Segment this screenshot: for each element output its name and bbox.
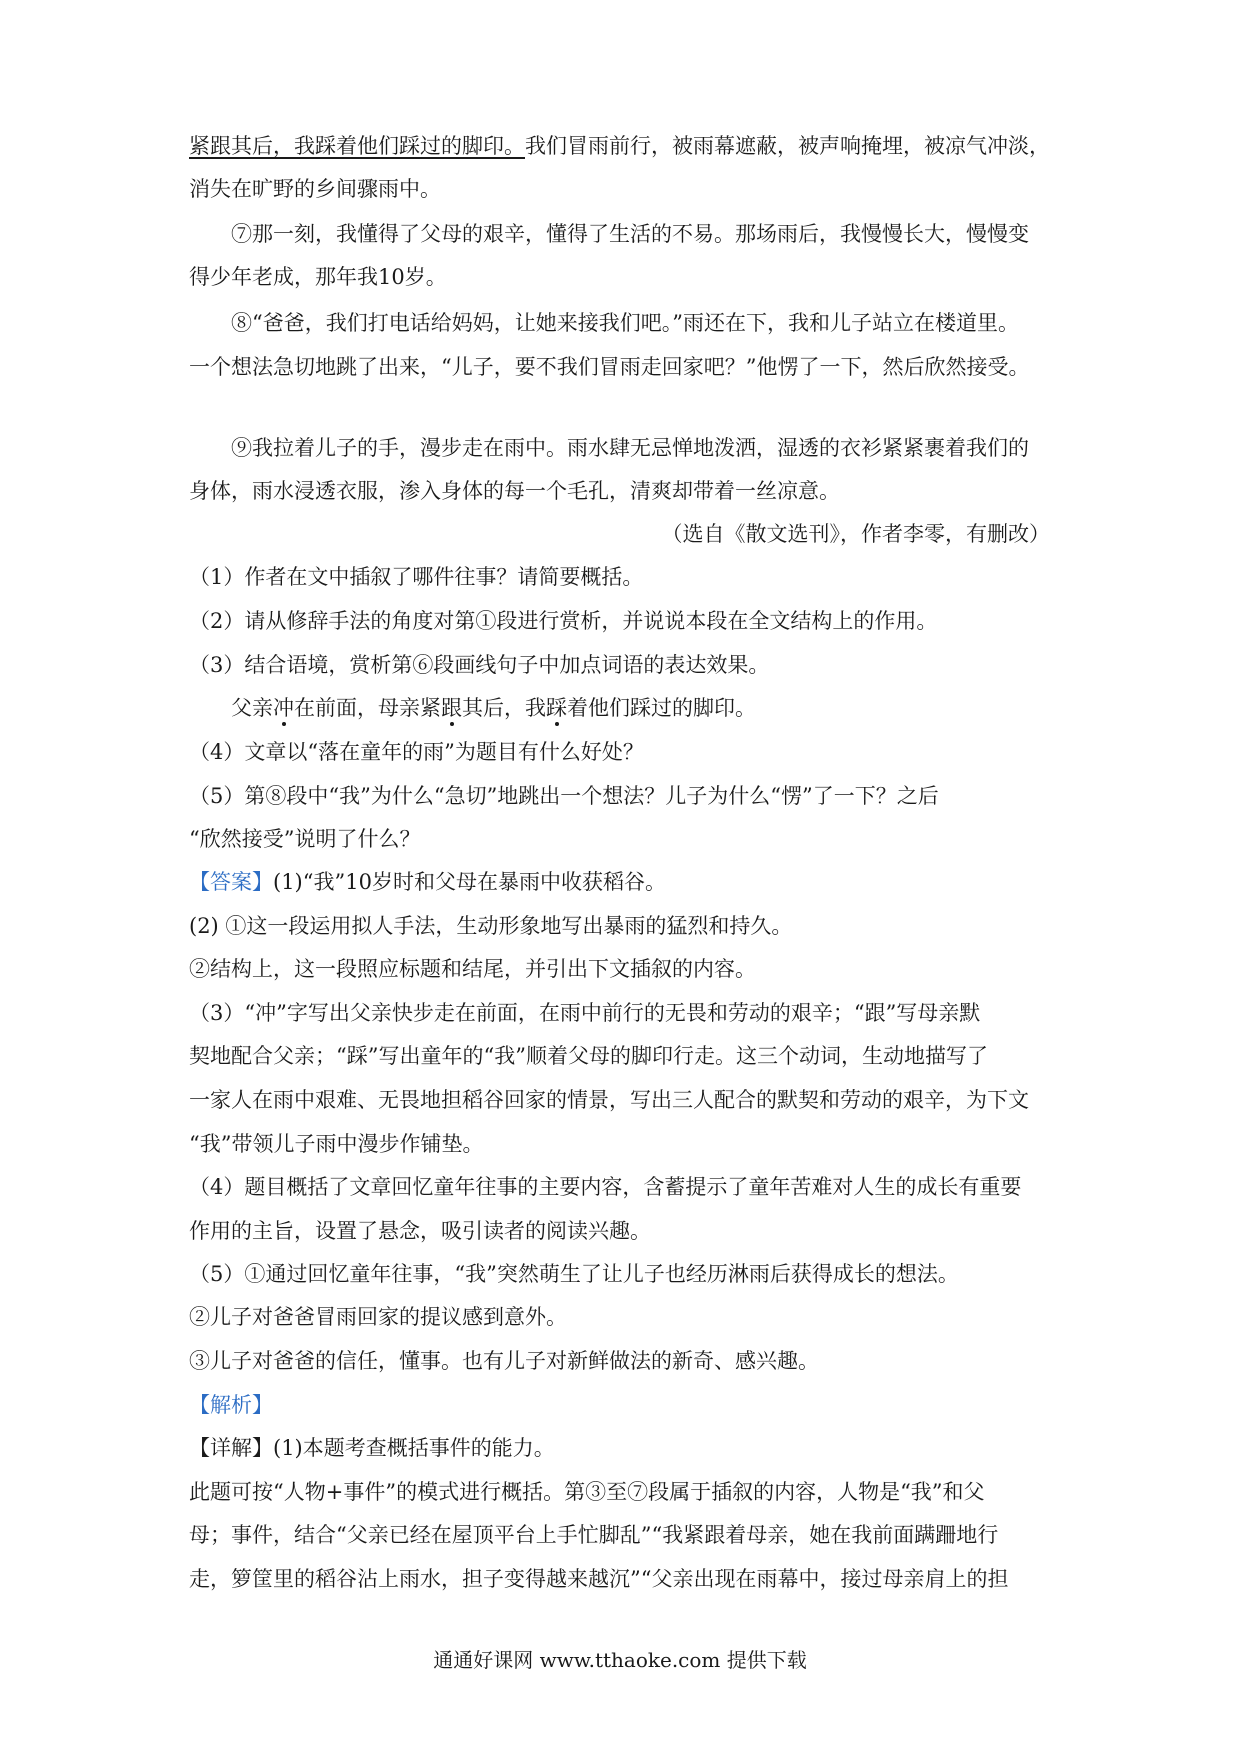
answer-4-line2: 作用的主旨，设置了悬念，吸引读者的阅读兴趣。 [189, 1219, 651, 1243]
answer-3-line2: 契地配合父亲；“踩”写出童年的“我”顺着父母的脚印行走。这三个动词，生动地描写了 [189, 1044, 988, 1068]
question-5-line2: “欣然接受”说明了什么？ [189, 827, 421, 851]
answer-tag: 【答案】 [189, 870, 273, 894]
answer-2-line2: ②结构上，这一段照应标题和结尾，并引出下文插叙的内容。 [189, 957, 756, 981]
passage-paragraph-7: ⑦那一刻，我懂得了父母的艰辛，懂得了生活的不易。那场雨后，我慢慢长大，慢慢变 [231, 222, 1029, 246]
passage-paragraph-9: ⑨我拉着儿子的手，漫步走在雨中。雨水肆无忌惮地泼洒，湿透的衣衫紧紧裹着我们的 [231, 436, 1029, 460]
answer-3-line3: 一家人在雨中艰难、无畏地担稻谷回家的情景，写出三人配合的默契和劳动的艰辛，为下文 [189, 1088, 1029, 1112]
analysis-tag: 【解析】 [189, 1393, 273, 1417]
answer-5-line2: ②儿子对爸爸冒雨回家的提议感到意外。 [189, 1305, 567, 1329]
analysis-line-1: 此题可按“人物+事件”的模式进行概括。第③至⑦段属于插叙的内容，人物是“我”和父 [189, 1480, 985, 1504]
passage-paragraph-8-line2: 一个想法急切地跳了出来，“儿子，要不我们冒雨走回家吧？”他愣了一下，然后欣然接受。 [189, 355, 1030, 379]
answer-1: 【答案】(1)“我”10岁时和父母在暴雨中收获稻谷。 [189, 870, 666, 894]
passage-paragraph-8: ⑧“爸爸，我们打电话给妈妈，让她来接我们吧。”雨还在下，我和儿子站立在楼道里。 [231, 311, 1019, 335]
underlined-sentence: 紧跟其后，我踩着他们踩过的脚印。 [189, 134, 525, 158]
answer-3: （3）“冲”字写出父亲快步走在前面，在雨中前行的无畏和劳动的艰辛；“跟”写母亲默 [189, 1001, 981, 1025]
analysis-detail: 【详解】(1)本题考查概括事件的能力。 [189, 1436, 555, 1460]
answer-4: （4）题目概括了文章回忆童年往事的主要内容，含蓄提示了童年苦难对人生的成长有重要 [189, 1175, 1022, 1199]
dotted-word-gen: 跟 [441, 696, 462, 720]
question-2: （2）请从修辞手法的角度对第①段进行赏析，并说说本段在全文结构上的作用。 [189, 609, 938, 633]
dotted-word-chong: 冲 [273, 696, 294, 720]
question-1: （1）作者在文中插叙了哪件往事？请简要概括。 [189, 565, 644, 589]
answer-5-line3: ③儿子对爸爸的信任，懂事。也有儿子对新鲜做法的新奇、感兴趣。 [189, 1349, 819, 1373]
answer-5: （5）①通过回忆童年往事，“我”突然萌生了让儿子也经历淋雨后获得成长的想法。 [189, 1262, 959, 1286]
question-5: （5）第⑧段中“我”为什么“急切”地跳出一个想法？儿子为什么“愣”了一下？之后 [189, 784, 939, 808]
passage-paragraph-7-line2: 得少年老成，那年我10岁。 [189, 265, 447, 289]
passage-paragraph-9-line2: 身体，雨水浸透衣服，渗入身体的每一个毛孔，清爽却带着一丝凉意。 [189, 479, 840, 503]
footer-credit: 通通好课网 www.tthaoke.com 提供下载 [433, 1648, 807, 1672]
passage-source: （选自《散文选刊》，作者李零，有删改） [661, 522, 1050, 546]
question-3: （3）结合语境，赏析第⑥段画线句子中加点词语的表达效果。 [189, 653, 770, 677]
answer-3-line4: “我”带领儿子雨中漫步作铺垫。 [189, 1132, 484, 1156]
passage-paragraph-6-line2: 消失在旷野的乡间骤雨中。 [189, 177, 441, 201]
analysis-line-2: 母；事件，结合“父亲已经在屋顶平台上手忙脚乱”“我紧跟着母亲，她在我前面蹒跚地行 [189, 1523, 999, 1547]
analysis-line-3: 走，箩筐里的稻谷沾上雨水，担子变得越来越沉”“父亲出现在雨幕中，接过母亲肩上的担 [189, 1567, 1009, 1591]
dotted-word-cai: 踩 [546, 696, 567, 720]
question-3-sentence: 父亲冲在前面，母亲紧跟其后，我踩着他们踩过的脚印。 [231, 696, 756, 720]
passage-paragraph-6-end: 紧跟其后，我踩着他们踩过的脚印。我们冒雨前行，被雨幕遮蔽，被声响掩埋，被凉气冲淡， [189, 134, 1050, 158]
answer-2: (2) ①这一段运用拟人手法，生动形象地写出暴雨的猛烈和持久。 [189, 914, 793, 938]
question-4: （4）文章以“落在童年的雨”为题目有什么好处？ [189, 740, 644, 764]
